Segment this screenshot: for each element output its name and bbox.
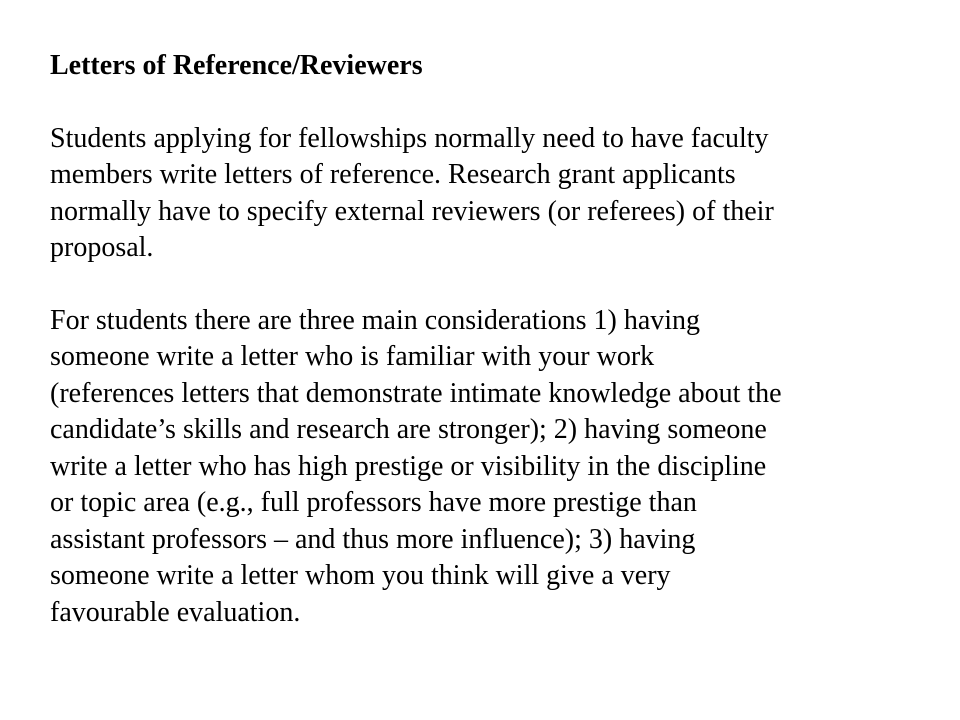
text-line: write a letter who has high prestige or visibility in the discipline: [50, 450, 767, 482]
text-line: favourable evaluation.: [50, 596, 301, 628]
text-line: Students applying for fellowships normally need to have faculty: [50, 122, 769, 154]
text-line: proposal.: [50, 232, 154, 263]
text-line: For students there are three main considerations 1) having: [50, 304, 701, 336]
text-line: someone write a letter whom you think will give a very: [50, 560, 671, 591]
text-line: (references letters that demonstrate intimate knowledge about the: [50, 377, 782, 409]
paragraph-student-considerations: [50, 303, 910, 632]
text-line: normally have to specify external reviewers (or referees) of their: [50, 195, 774, 227]
text-line: or topic area (e.g., full professors have more prestige than: [50, 487, 697, 518]
text-line: candidate’s skills and research are stronger); 2) having someone: [50, 414, 767, 445]
slide-content: [50, 48, 910, 667]
slide-heading: Letters of Reference/Reviewers: [50, 50, 423, 81]
text-line: members write letters of reference. Research grant applicants: [50, 159, 736, 190]
text-line: someone write a letter who is familiar with your work: [50, 341, 655, 372]
text-line: assistant professors – and thus more influence); 3) having: [50, 523, 696, 555]
paragraph-fellowships-grants: [50, 121, 910, 267]
